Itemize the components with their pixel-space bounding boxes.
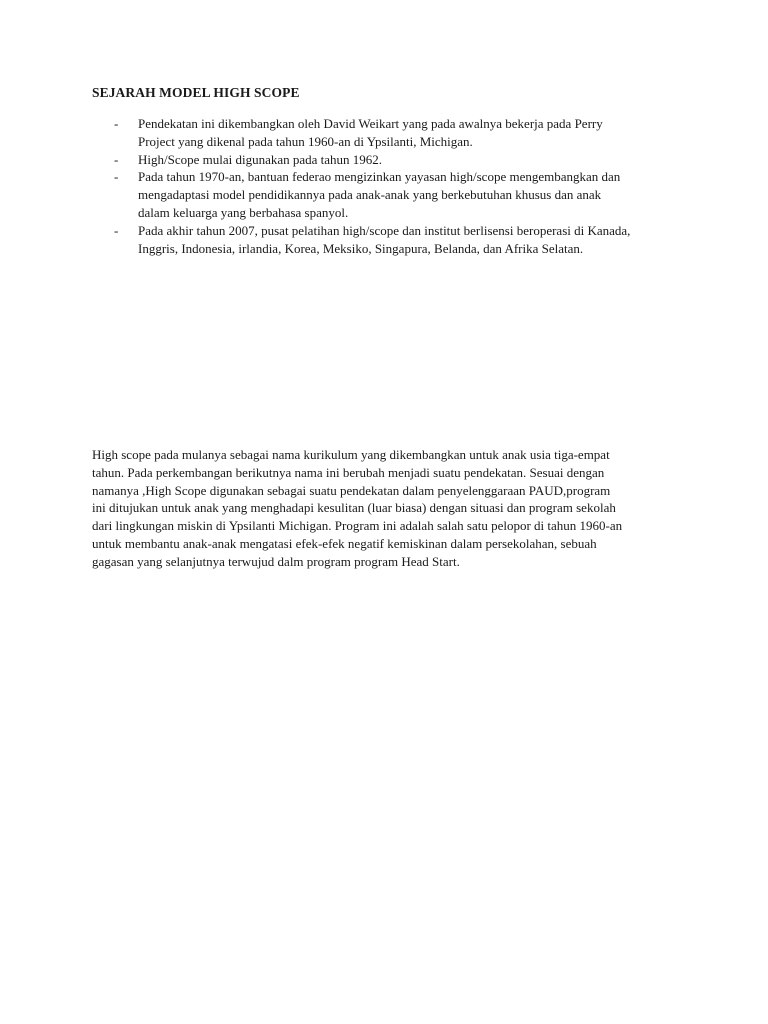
paragraph-line: dari lingkungan miskin di Ypsilanti Michigan. Program ini adalah salah satu pelopor di tahun 1960-an (92, 518, 623, 534)
bullet-item (92, 222, 692, 258)
paragraph-line: namanya ,High Scope digunakan sebagai suatu pendekatan dalam penyelenggaraan PAUD,program (92, 482, 611, 498)
bullet-item (92, 168, 692, 221)
bullet-line: Project yang dikenal pada tahun 1960-an di Ypsilanti, Michigan. (138, 133, 473, 149)
paragraph-line: tahun. Pada perkembangan berikutnya nama ini berubah menjadi suatu pendekatan. Sesuai dengan (92, 464, 605, 480)
bullet-line: Inggris, Indonesia, irlandia, Korea, Meksiko, Singapura, Belanda, dan Afrika Selatan. (138, 240, 584, 256)
bullet-marker: - (114, 169, 119, 185)
bullet-line: mengadaptasi model pendidikannya pada anak-anak yang berkebutuhan khusus dan anak (138, 187, 602, 203)
bullet-item (92, 115, 692, 151)
bullet-line: Pada tahun 1970-an, bantuan federao mengizinkan yayasan high/scope mengembangkan dan (138, 169, 621, 185)
paragraph-line: gagasan yang selanjutnya terwujud dalm program program Head Start. (92, 553, 460, 569)
bullet-line: Pada akhir tahun 2007, pusat pelatihan high/scope dan institut berlisensi beroperasi di Kanada, (138, 222, 631, 238)
paragraph-line: High scope pada mulanya sebagai nama kurikulum yang dikembangkan untuk anak usia tiga-empat (92, 447, 610, 462)
bullet-line: Pendekatan ini dikembangkan oleh David Weikart yang pada awalnya bekerja pada Perry (138, 116, 603, 131)
paragraph-line: untuk membantu anak-anak mengatasi efek-efek negatif kemiskinan dalam persekolahan, sebuah (92, 535, 597, 551)
bullet-marker: - (114, 151, 119, 167)
bullet-marker: - (114, 222, 119, 238)
bullet-marker: - (114, 116, 119, 131)
document-heading: SEJARAH MODEL HIGH SCOPE (92, 85, 300, 100)
body-paragraph (92, 446, 692, 571)
history-bullet-list (92, 115, 692, 257)
bullet-item (92, 151, 692, 169)
paragraph-line: ini ditujukan untuk anak yang menghadapi kesulitan (luar biasa) dengan situasi dan program sekolah (92, 500, 616, 516)
bullet-line: High/Scope mulai digunakan pada tahun 1962. (138, 151, 383, 167)
bullet-line: dalam keluarga yang berbahasa spanyol. (138, 204, 349, 220)
